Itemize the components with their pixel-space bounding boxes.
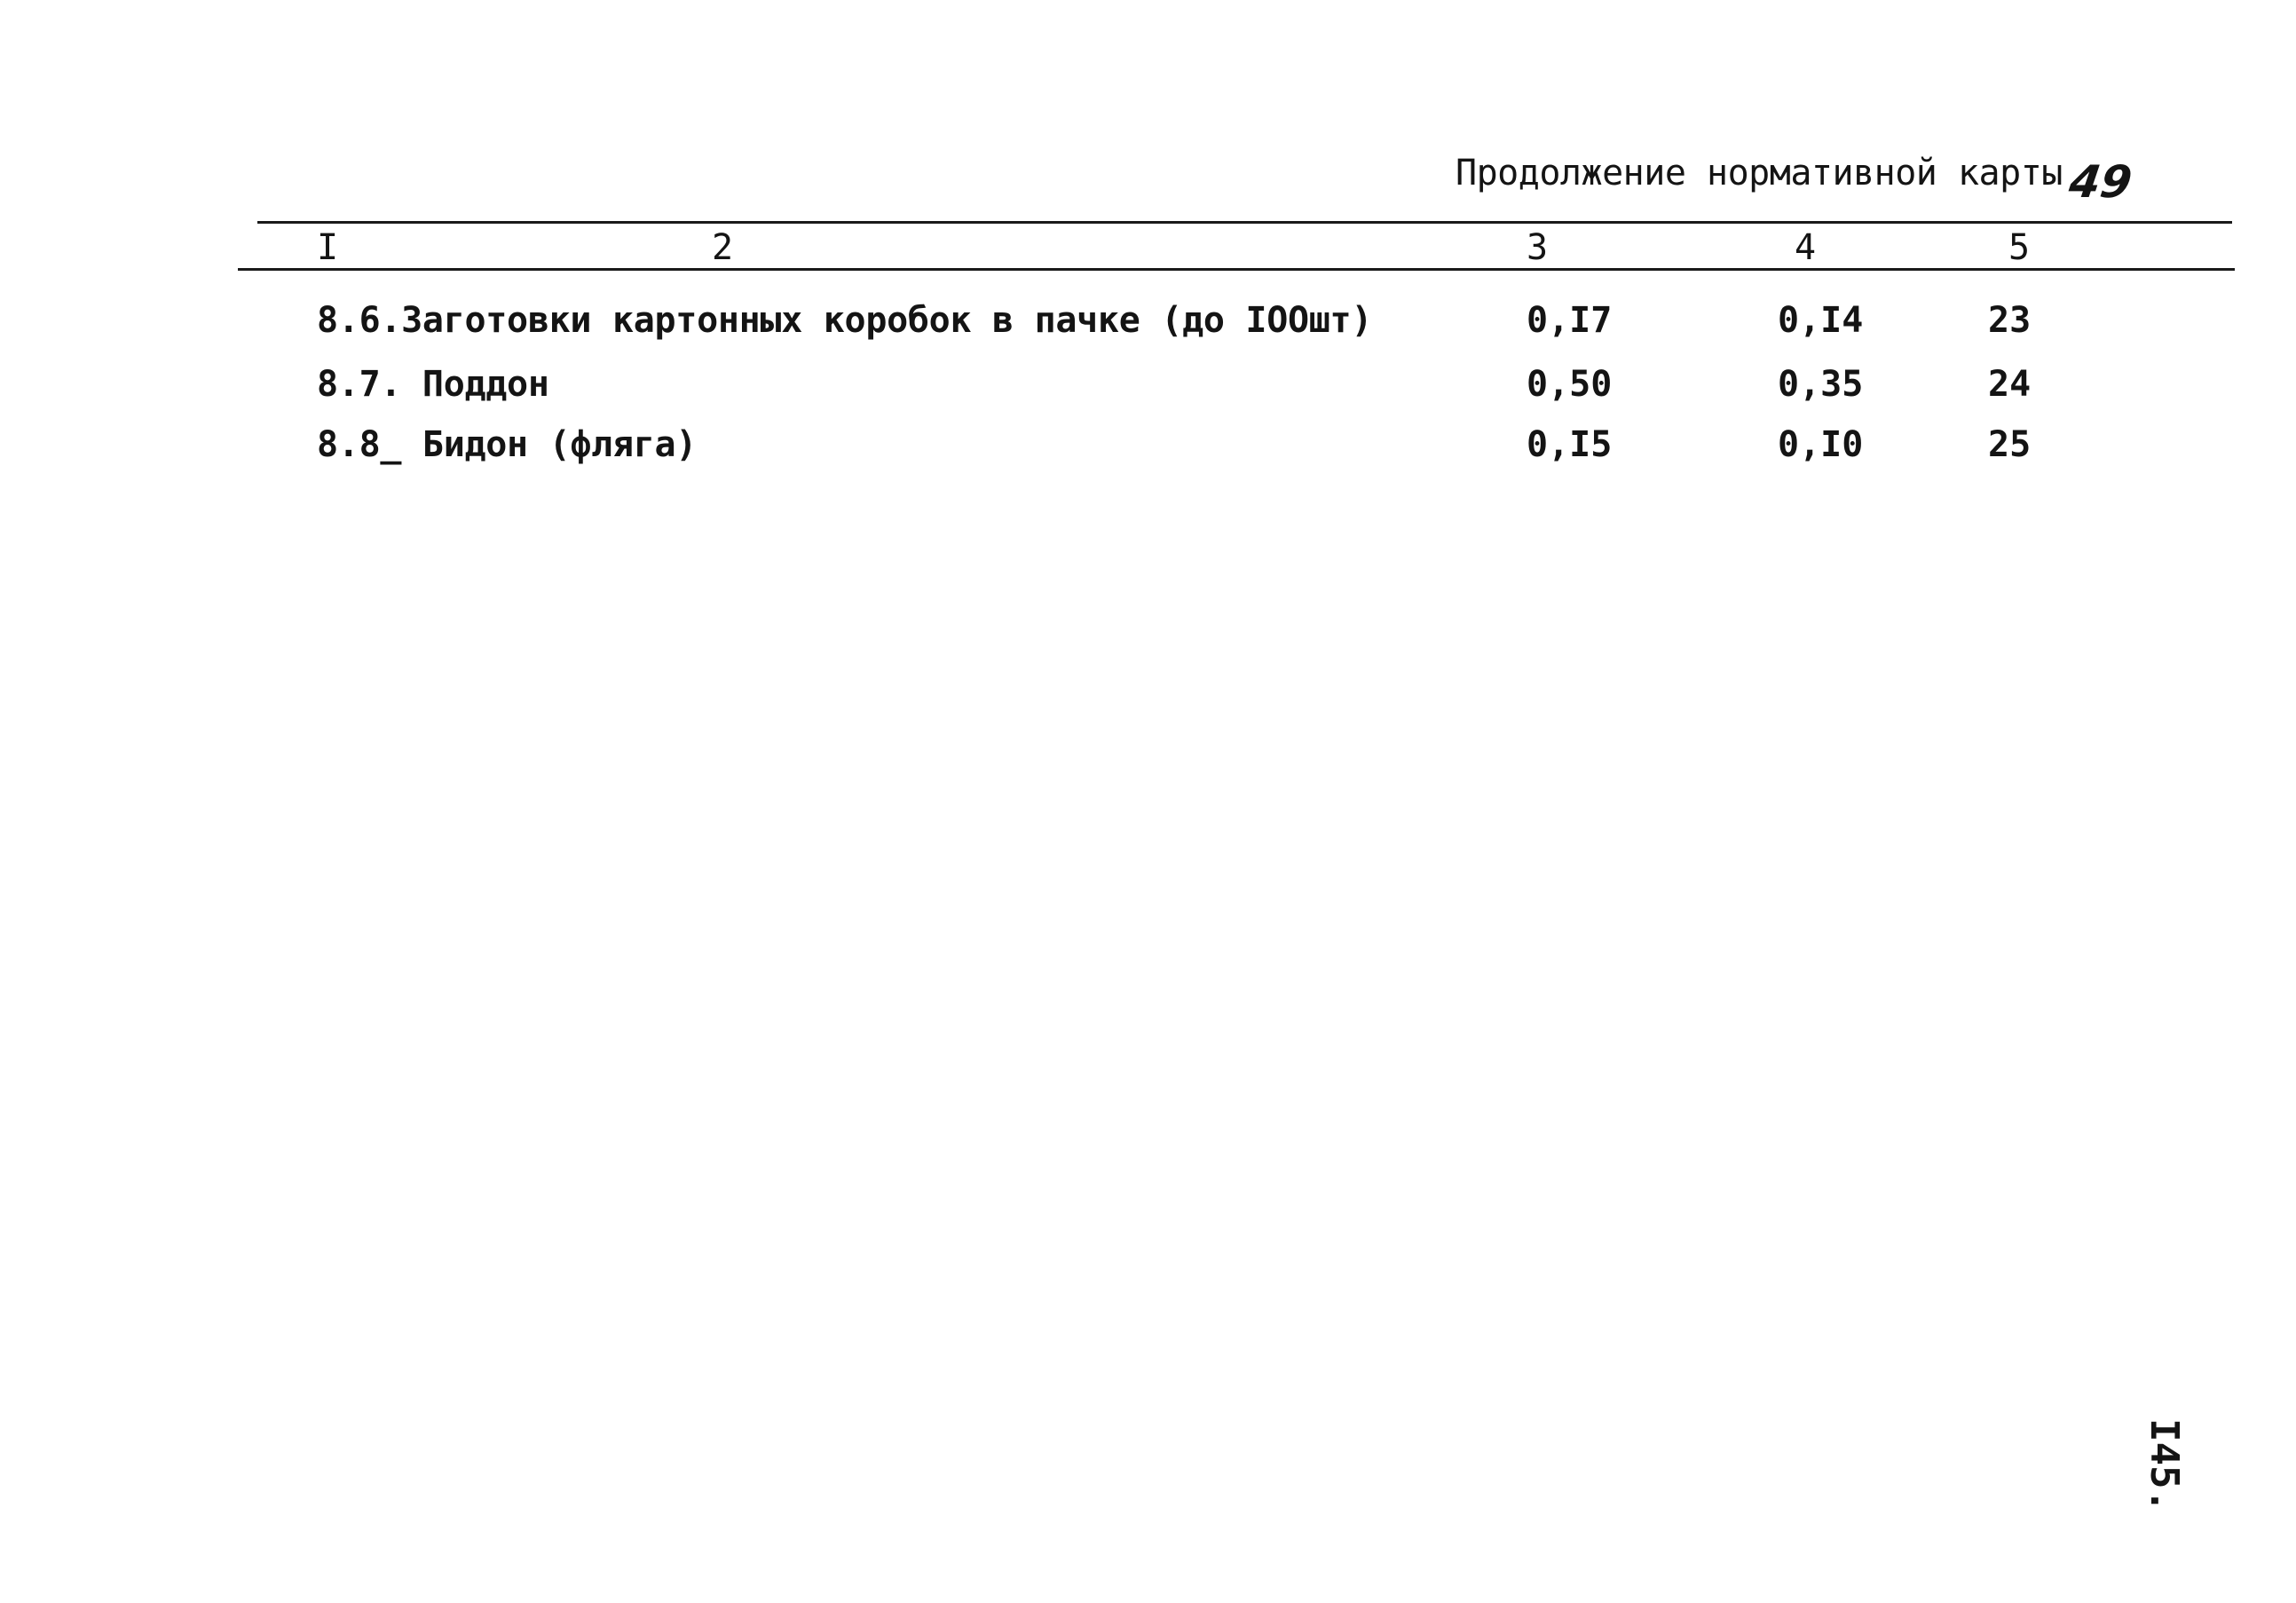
card-number: 49: [2065, 156, 2135, 208]
column-header-5: 5: [2008, 227, 2031, 268]
column-header-3: 3: [1527, 227, 1549, 268]
page-number: I45.: [2142, 1418, 2187, 1512]
column-header-2: 2: [712, 227, 734, 268]
table-cell-col3: 0,50: [1527, 364, 1613, 405]
table-cell-col3: 0,I7: [1527, 300, 1613, 341]
table-cell-col5: 24: [1988, 364, 2032, 405]
table-row-label: 8.7. Поддон: [317, 364, 549, 405]
column-header-4: 4: [1795, 227, 1817, 268]
table-cell-col4: 0,I4: [1778, 300, 1864, 341]
table-row-label: 8.6.Заготовки картонных коробок в пачке (до IOOшт): [317, 300, 1373, 341]
table-cell-col5: 25: [1988, 424, 2032, 465]
table-header-rule: [238, 268, 2235, 271]
table-cell-col5: 23: [1988, 300, 2032, 341]
table-cell-col4: 0,I0: [1778, 424, 1864, 465]
table-row-label: 8.8_ Бидон (фляга): [317, 424, 698, 465]
table-top-rule: [257, 221, 2232, 224]
column-header-1: I: [317, 227, 339, 268]
table-cell-col4: 0,35: [1778, 364, 1864, 405]
continuation-caption: Продолжение нормативной карты: [1456, 153, 2063, 193]
table-cell-col3: 0,I5: [1527, 424, 1613, 465]
